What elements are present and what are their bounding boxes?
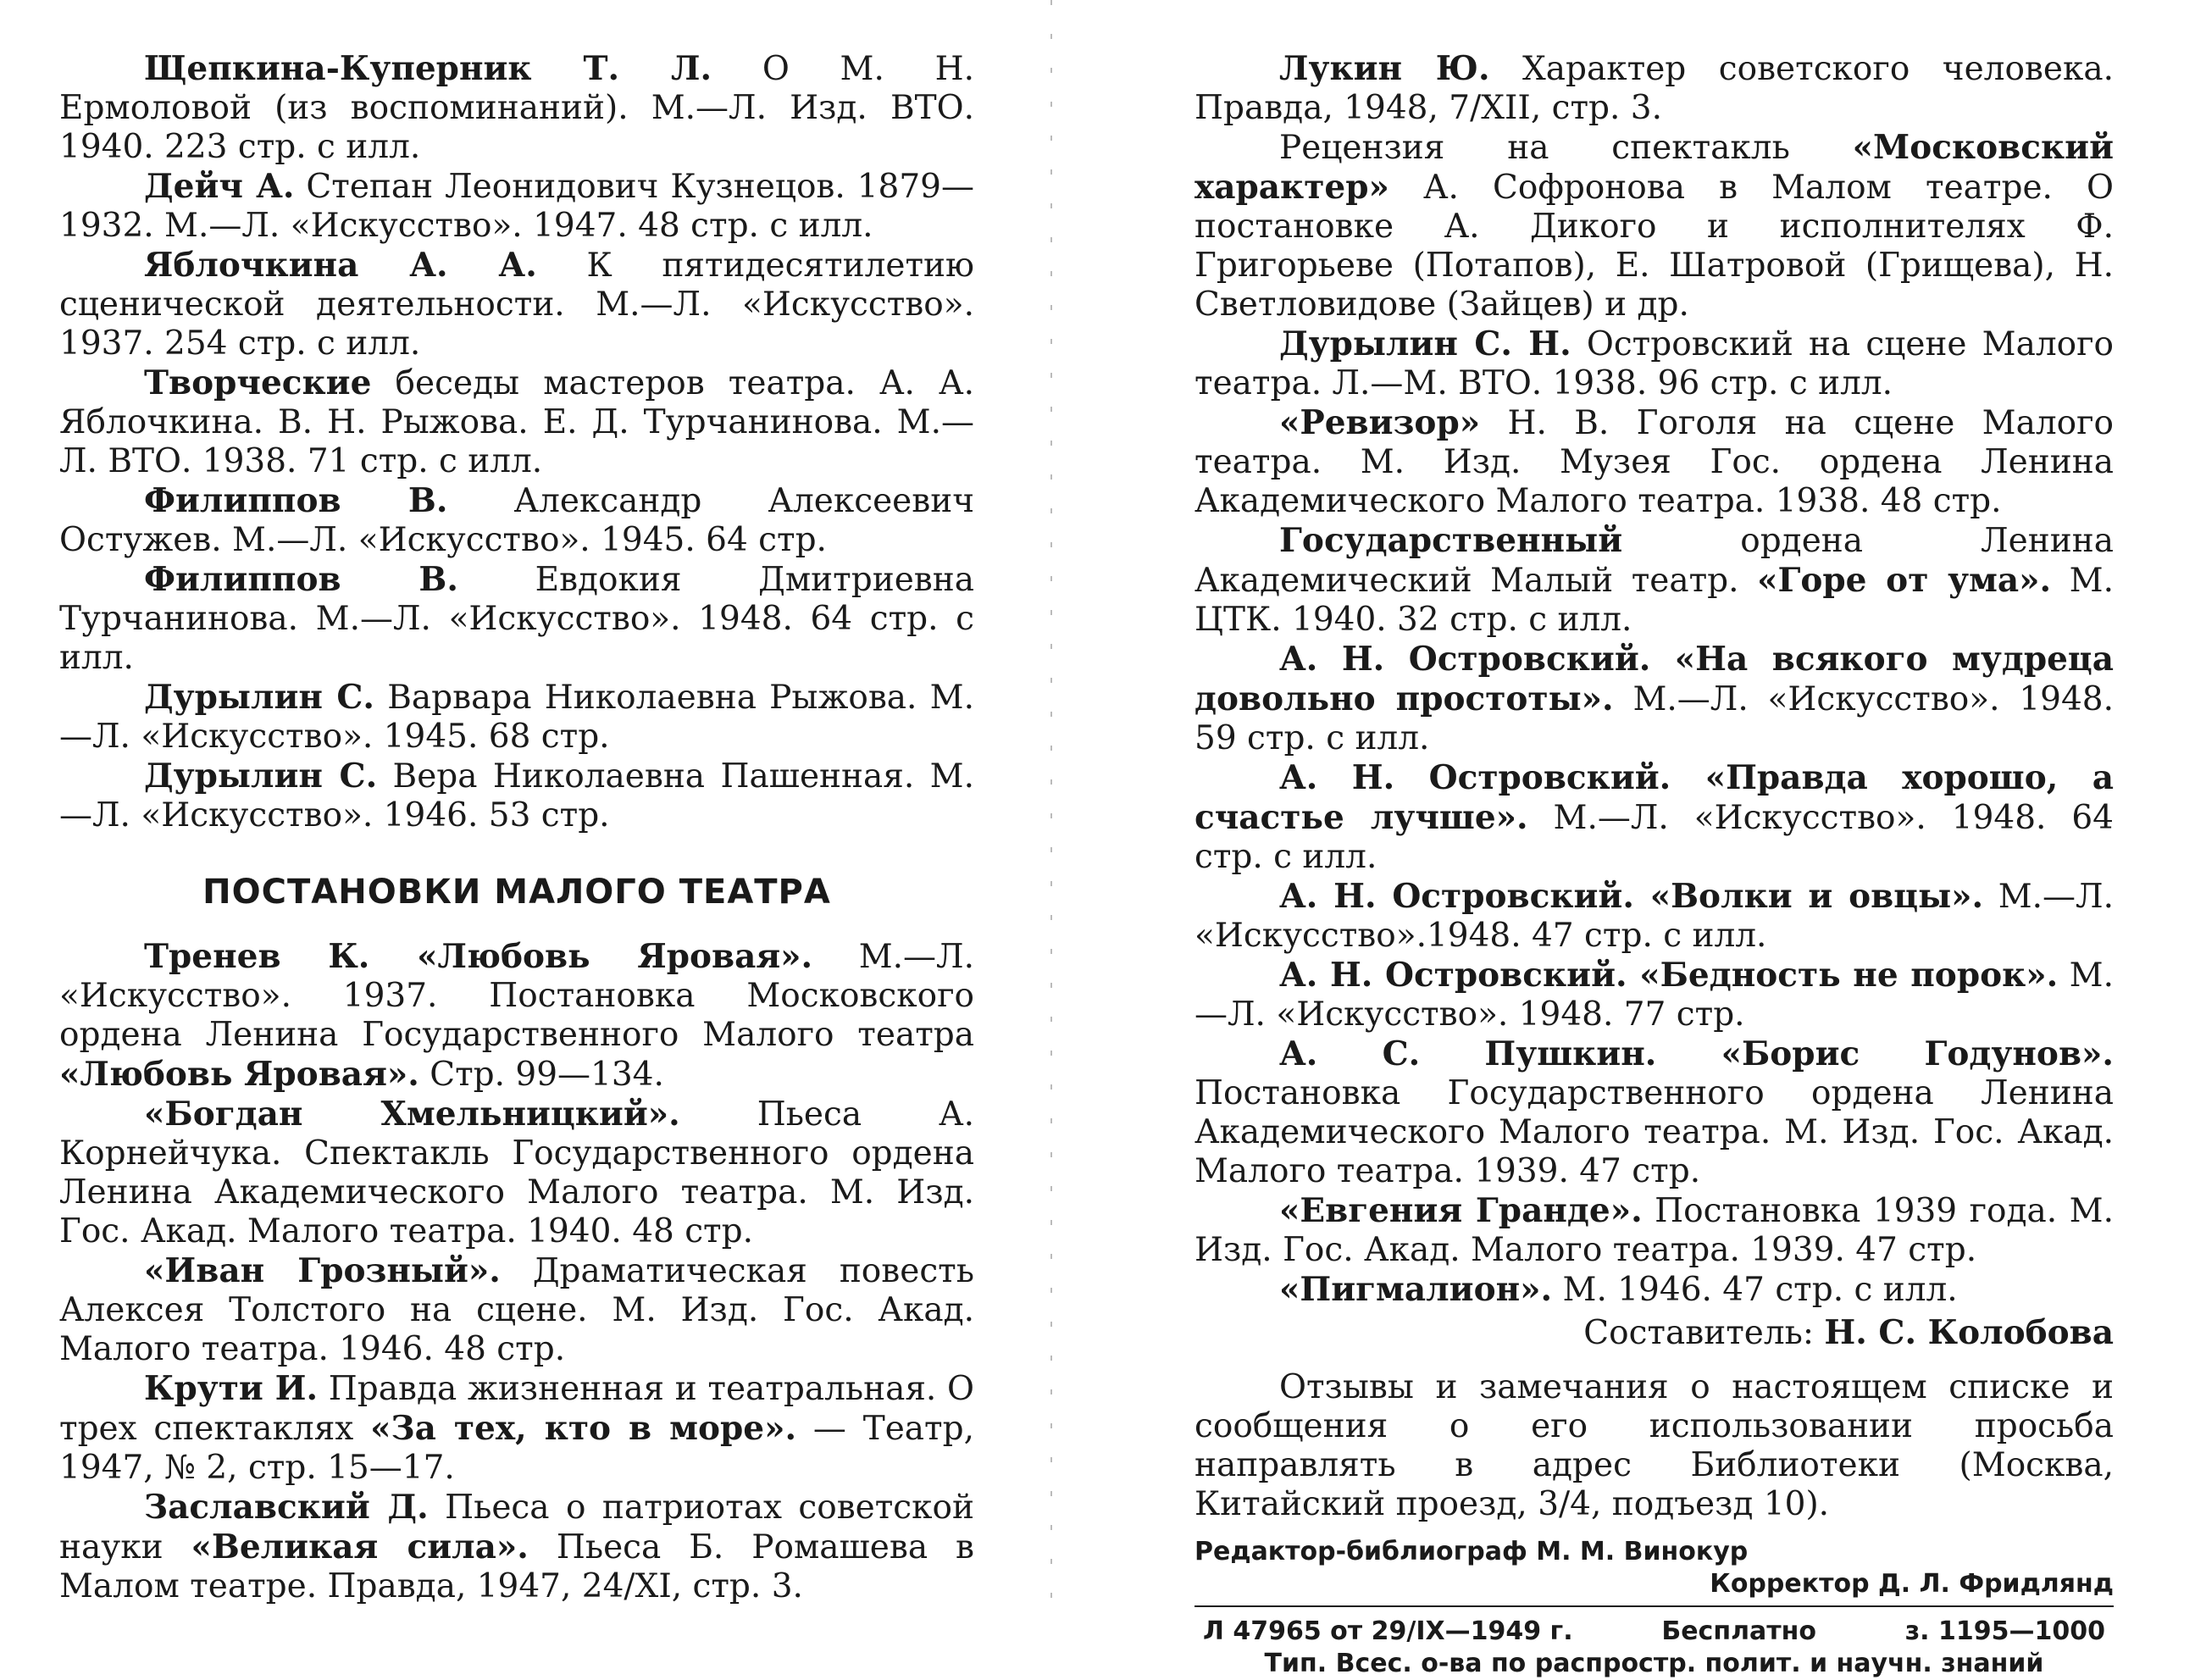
list-item: «Ревизор» Н. В. Гоголя на сцене Малого театра. М. Изд. Музея Гос. ордена Ленина Академического Малого театра. 1938. 48 стр.: [1195, 403, 2114, 520]
editor-line: Редактор-библиограф М. М. Винокур: [1195, 1537, 1749, 1566]
list-item: «Пигмалион». М. 1946. 47 стр. с илл.: [1279, 1270, 1958, 1309]
list-item: «Иван Грозный». Драматическая повесть Алексея Толстого на сцене. М. Изд. Гос. Акад. Малого театра. 1946. 48 стр.: [59, 1251, 974, 1368]
section-heading: ПОСТАНОВКИ МАЛОГО ТЕАТРА: [202, 873, 831, 912]
list-item: Крути И. Правда жизненная и театральная. О трех спектаклях «За тех, кто в море». — Театр, 1947, № 2, стр. 15—17.: [59, 1369, 974, 1487]
list-item: Дейч А. Степан Леонидович Кузнецов. 1879—1932. М.—Л. «Искусство». 1947. 48 стр. с илл.: [59, 167, 974, 245]
list-item: Дурылин С. Варвара Николаевна Рыжова. М.—Л. «Искусство». 1945. 68 стр.: [59, 678, 974, 756]
imprint-code: Л 47965 от 29/IX—1949 г.: [1203, 1616, 1573, 1646]
imprint-price: Бесплатно: [1661, 1616, 1817, 1646]
list-item: Творческие беседы мастеров театра. А. А. Яблочкина. В. Н. Рыжова. Е. Д. Турчанинова. М.—Л. ВТО. 1938. 71 стр. с илл.: [59, 363, 974, 480]
list-item: Дурылин С. Вера Николаевна Пашенная. М.—Л. «Искусство». 1946. 53 стр.: [59, 757, 974, 834]
left-page: [0, 0, 1034, 1605]
page-gutter: [1050, 0, 1052, 1600]
list-item: «Евгения Гранде». Постановка 1939 года. М. Изд. Гос. Акад. Малого театра. 1939. 47 стр.: [1195, 1191, 2114, 1269]
colophon: [1195, 1536, 2114, 1680]
imprint-line: [1195, 1616, 2114, 1648]
printer-line: Тип. Всес. о-ва по распростр. полит. и научн. знаний: [1264, 1649, 2044, 1678]
list-item: Яблочкина А. А. К пятидесятилетию сценической деятельности. М.—Л. «Искусство». 1937. 254 стр. с илл.: [59, 246, 974, 363]
list-item: Филиппов В. Евдокия Дмитриевна Турчанинова. М.—Л. «Искусство». 1948. 64 стр. с илл.: [59, 560, 974, 677]
list-item: А. Н. Островский. «Бедность не порок». М.—Л. «Искусство». 1948. 77 стр.: [1195, 956, 2115, 1034]
list-item: Государственный ордена Ленина Академический Малый театр. «Горе от ума». М. ЦТК. 1940. 32 стр. с илл.: [1195, 521, 2114, 639]
list-item: Рецензия на спектакль «Московский характер» А. Софронова в Малом театре. О постановке А. Дикого и исполнителях Ф. Григорьеве (Потапов), Е. Шатровой (Грищева), Н. Светловидове (Зайцев) и др.: [1195, 128, 2114, 324]
list-item: Щепкина-Куперник Т. Л. О М. Н. Ермоловой (из воспоминаний). М.—Л. Изд. ВТО. 1940. 223 стр. с илл.: [59, 49, 974, 166]
list-item: А. Н. Островский. «Правда хорошо, а счастье лучше». М.—Л. «Искусство». 1948. 64 стр. с илл.: [1195, 758, 2114, 876]
list-item: Филиппов В. Александр Алексеевич Остужев. М.—Л. «Искусство». 1945. 64 стр.: [59, 481, 974, 559]
imprint-order: з. 1195—1000: [1904, 1616, 2105, 1646]
list-item: Лукин Ю. Характер советского человека. Правда, 1948, 7/XII, стр. 3.: [1195, 49, 2114, 127]
list-item: Дурылин С. Н. Островский на сцене Малого театра. Л.—М. ВТО. 1938. 96 стр. с илл.: [1195, 324, 2114, 402]
list-item: Тренев К. «Любовь Яровая». М.—Л. «Искусство». 1937. Постановка Московского ордена Ленина Государственного Малого театра «Любовь Яровая». Стр. 99—134.: [59, 937, 974, 1094]
list-item: А. С. Пушкин. «Борис Годунов». Постановка Государственного ордена Ленина Академического Малого театра. М. Изд. Гос. Акад. Малого театра. 1939. 47 стр.: [1195, 1034, 2114, 1190]
feedback-note: Отзывы и замечания о настоящем списке и сообщения о его использовании просьба направлять в адрес Библиотеки (Москва, Китайский проезд, 3/4, подъезд 10).: [1195, 1368, 2114, 1523]
list-item: «Богдан Хмельницкий». Пьеса А. Корнейчука. Спектакль Государственного ордена Ленина Академического Малого театра. М. Изд. Гос. Акад. Малого театра. 1940. 48 стр.: [59, 1095, 974, 1250]
corrector-line: Корректор Д. Л. Фридлянд: [1195, 1568, 2114, 1607]
compiler-signature: Составитель: Н. С. Колобова: [1583, 1313, 2114, 1352]
list-item: А. Н. Островский. «На всякого мудреца довольно простоты». М.—Л. «Искусство». 1948. 59 стр. с илл.: [1195, 640, 2115, 757]
list-item: Заславский Д. Пьеса о патриотах советской науки «Великая сила». Пьеса Б. Ромашева в Малом театре. Правда, 1947, 24/XI, стр. 3.: [59, 1488, 975, 1605]
list-item: А. Н. Островский. «Волки и овцы». М.—Л. «Искусство».1948. 47 стр. с илл.: [1195, 877, 2114, 955]
right-page: [1161, 0, 2195, 1678]
